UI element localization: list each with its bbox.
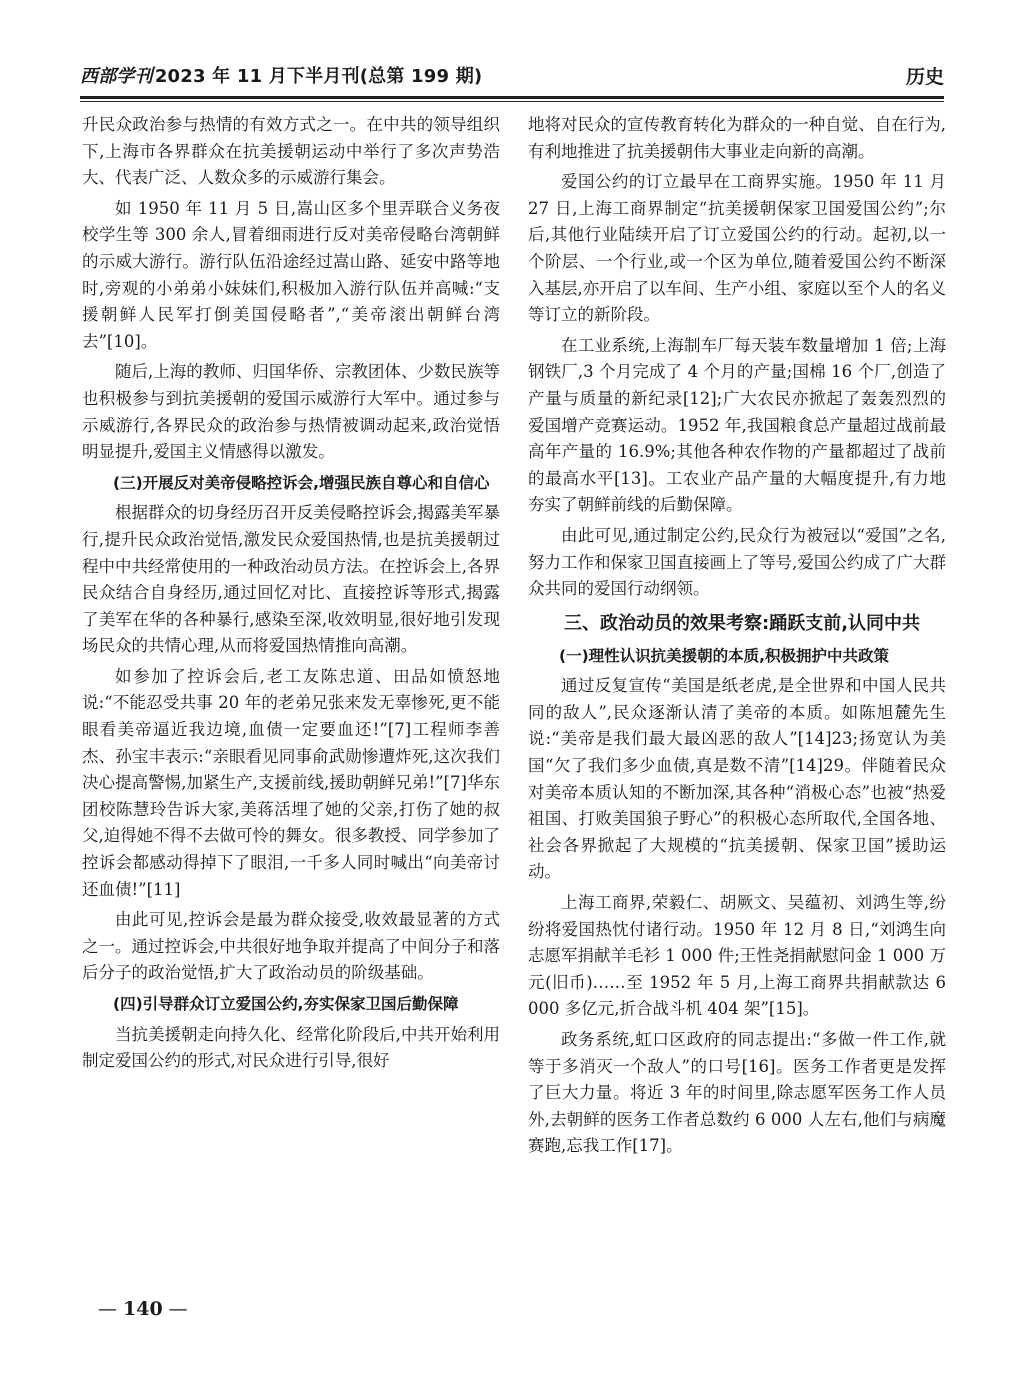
header-rule-thick <box>80 96 944 99</box>
paragraph: 通过反复宣传“美国是纸老虎,是全世界和中国人民共同的敌人”,民众逐渐认清了美帝的本质。如陈旭麓先生说:“美帝是我们最大最凶恶的敌人”[14]23;扬宽认为美国“欠了我们多少血债,真是数不清”[14]29。伴随着民众对美帝本质认知的不断加深,其各种“消极心态”也被“热爱祖国、打败美国狼子野心”的积极心态所取代,全国各地、社会各界掀起了大规模的“抗美援朝、保家卫国”援助运动。 <box>528 676 946 882</box>
section-heading: 三、政治动员的效果考察:踊跃支前,认同中共 <box>564 612 921 634</box>
section-heading: (三)开展反对美帝侵略控诉会,增强民族自尊心和自信心 <box>113 473 490 492</box>
right-column <box>528 112 946 1164</box>
paragraph: 如 1950 年 11 月 5 日,嵩山区多个里弄联合义务夜校学生等 300 余人,冒着细雨进行反对美帝侵略台湾朝鲜的示威大游行。游行队伍沿途经过嵩山路、延安中路等地时,旁观的小弟弟小妹妹们,积极加入游行队伍并高喊:“支援朝鲜人民军打倒美国侵略者”,“美帝滚出朝鲜台湾去”[10]。 <box>82 198 500 351</box>
paragraph: 根据群众的切身经历召开反美侵略控诉会,揭露美军暴行,提升民众政治觉悟,激发民众爱国热情,也是抗美援朝过程中中共经常使用的一种政治动员方法。在控诉会上,各界民众结合自身经历,通过回忆对比、直接控诉等形式,揭露了美军在华的各种暴行,感染至深,收效明显,很好地引发现场民众的共情心理,从而将爱国热情推向高潮。 <box>82 503 500 656</box>
page-footer <box>92 1298 194 1320</box>
page-header <box>80 62 944 92</box>
footer-dash-left: — <box>98 1298 117 1320</box>
paragraph: 如参加了控诉会后,老工友陈忠道、田品如愤怒地说:“不能忍受共事 20 年的老弟兄张来发无辜惨死,更不能眼看美帝逼近我边境,血债一定要血还!”[7]工程师李善杰、孙宝丰表示:“亲眼看见同事俞武勋惨遭炸死,这次我们决心提高警惕,加紧生产,支援前线,援助朝鲜兄弟!”[7]华东团校陈慧玲告诉大家,美蒋活埋了她的父亲,打伤了她的叔父,迫得她不得不去做可怜的舞女。很多教授、同学参加了控诉会都感动得掉下了眼泪,一千多人同时喊出“向美帝讨还血债!”[11] <box>82 666 500 899</box>
page-number: 140 <box>123 1298 163 1320</box>
paragraph: 地将对民众的宣传教育转化为群众的一种自觉、自在行为,有利地推进了抗美援朝伟大事业走向新的高潮。 <box>528 115 946 161</box>
paragraph: 由此可见,通过制定公约,民众行为被冠以“爱国”之名,努力工作和保家卫国直接画上了等号,爱国公约成了广大群众共同的爱国行动纲领。 <box>528 525 946 599</box>
paragraph: 当抗美援朝走向持久化、经常化阶段后,中共开始利用制定爱国公约的形式,对民众进行引导,很好 <box>82 1024 500 1071</box>
footer-dash-right: — <box>168 1298 188 1320</box>
paragraph: 爱国公约的订立最早在工商界实施。1950 年 11 月 27 日,上海工商界制定“抗美援朝保家卫国爱国公约”;尔后,其他行业陆续开启了订立爱国公约的行动。起初,以一个阶层、一个行业,或一个区为单位,随着爱国公约不断深入基层,亦开启了以车间、生产小组、家庭以至个人的名义等订立的新阶段。 <box>528 172 946 325</box>
paragraph: 上海工商界,荣毅仁、胡厥文、吴蕴初、刘鸿生等,纷纷将爱国热忱付诸行动。1950 年 12 月 8 日,“刘鸿生向志愿军捐献羊毛衫 1 000 件;王性尧捐献慰问金 1 000 万元(旧币)……至 1952 年 5 月,上海工商界共捐献款达 6 000 多亿元,折合战斗机 404 架”[15]。 <box>528 893 947 1019</box>
paragraph: 在工业系统,上海制车厂每天装车数量增加 1 倍;上海钢铁厂,3 个月完成了 4 个月的产量;国棉 16 个厂,创造了产量与质量的新纪录[12];广大农民亦掀起了轰轰烈烈的爱国增产竞赛运动。1952 年,我国粮食总产量超过战前最高年产量的 16.9%;其他各种农作物的产量都超过了战前的最高水平[13]。工农业产品产量的大幅度提升,有力地夯实了朝鲜前线的后勤保障。 <box>528 335 946 515</box>
journal-issue: 2023 年 11 月下半月刊(总第 199 期) <box>154 66 483 87</box>
section-heading: (一)理性认识抗美援朝的本质,积极拥护中共政策 <box>559 646 890 665</box>
paragraph: 随后,上海的教师、归国华侨、宗教团体、少数民族等也积极参与到抗美援朝的爱国示威游行大军中。通过参与示威游行,各界民众的政治参与热情被调动起来,政治觉悟明显提升,爱国主义情感得以激发。 <box>82 362 500 462</box>
journal-title <box>80 62 482 88</box>
paragraph: 升民众政治参与热情的有效方式之一。在中共的领导组织下,上海市各界群众在抗美援朝运动中举行了多次声势浩大、代表广泛、人数众多的示威游行集会。 <box>82 115 500 188</box>
section-heading: (四)引导群众订立爱国公约,夯实保家卫国后勤保障 <box>113 995 459 1013</box>
header-rule-thin <box>80 101 944 102</box>
left-column <box>82 112 500 1079</box>
journal-logo: 西部学刊 <box>80 66 153 87</box>
paragraph: 政务系统,虹口区政府的同志提出:“多做一件工作,就等于多消灭一个敌人”的口号[16]。医务工作者更是发挥了巨大力量。将近 3 年的时间里,除志愿军医务工作人员外,去朝鲜的医务工作者总数约 6 000 人左右,他们与病魔赛跑,忘我工作[17]。 <box>528 1030 946 1156</box>
section-label: 历史 <box>905 66 944 88</box>
paragraph: 由此可见,控诉会是最为群众接受,收效最显著的方式之一。通过控诉会,中共很好地争取并提高了中间分子和落后分子的政治觉悟,扩大了政治动员的阶级基础。 <box>82 910 500 983</box>
